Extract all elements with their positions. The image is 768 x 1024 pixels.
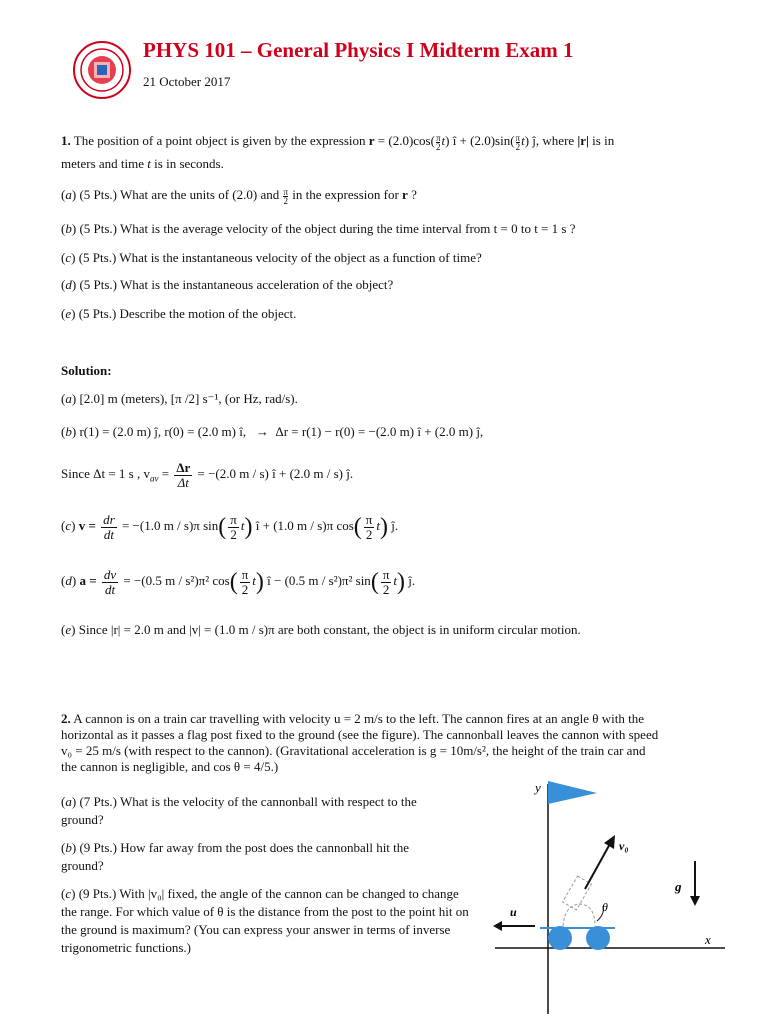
vec-r: r bbox=[368, 133, 375, 148]
q1-stem-line2 bbox=[61, 155, 224, 173]
exam-date: 21 October 2017 bbox=[143, 74, 231, 89]
exam-title: PHYS 101 – General Physics I Midterm Exam 1 bbox=[143, 38, 574, 62]
q2-stem-line2: horizontal as it passes a flag post fixed to the ground (see the figure). The cannonball leaves the cannon with speed bbox=[61, 727, 659, 742]
cannon bbox=[563, 876, 595, 926]
expr-part: is in bbox=[588, 133, 615, 148]
q1-part-e: (e) (5 Pts.) Describe the motion of the object. bbox=[61, 306, 297, 321]
q1-part-a: (a) (5 Pts.) What are the units of (2.0) and $\frac{\pi}{2}$ in the expression for r ? bbox=[61, 186, 417, 206]
q2-stem-line1: 2. A cannon is on a train car travelling with velocity u = 2 m/s to the left. The cannon fires at an angle θ with the bbox=[61, 711, 645, 726]
q1-part-c: (c) (5 Pts.) What is the instantaneous velocity of the object as a function of time? bbox=[61, 250, 482, 265]
v0-arrow bbox=[585, 842, 611, 889]
solution-e: (e) Since |r| = 2.0 m and |v| = (1.0 m / s)π are both constant, the object is in uniform circular motion. bbox=[61, 622, 581, 637]
expr-part: ) î + (2.0)sin( bbox=[445, 133, 515, 148]
pi-over-2: $\frac{\pi}{2}$ bbox=[515, 132, 521, 152]
part-label: a bbox=[65, 187, 72, 202]
q2-stem-line4: the cannon is negligible, and cos θ = 4/5.) bbox=[61, 759, 279, 774]
stem-text: is in seconds. bbox=[150, 156, 224, 171]
part-text: in the expression for bbox=[289, 187, 403, 202]
pi-over-2: $\frac{\pi}{2}$ bbox=[435, 132, 441, 152]
q2-stem-line3: v₀ = 25 m/s (with respect to the cannon). (Gravitational acceleration is g = 10m/s², the height of the train car and bbox=[61, 743, 646, 758]
q2-part-c: (c) (9 Pts.) With |v₀| fixed, the angle of the cannon can be changed to change the range. For which value of θ is the distance from the post to the point hit on the ground is maximum? (You can express your answer in terms of inverse trigonometric functions.) bbox=[61, 886, 469, 955]
solution-since: Since Δt = 1 s , $v_{av}$ = $\frac{\Delta r}{\Delta t}$ = −(2.0 m / s) î + (2.0 m / s) ĵ. bbox=[61, 459, 354, 490]
flag bbox=[548, 781, 597, 804]
y-axis-label: y bbox=[535, 780, 541, 795]
theta-label: θ bbox=[602, 900, 608, 914]
part-text: What are the units of (2.0) and bbox=[120, 187, 283, 202]
pi-over-2: $\frac{\pi}{2}$ bbox=[283, 186, 289, 206]
g-label: g bbox=[675, 879, 682, 894]
solution-c: (c) v = $\frac{dr}{dt}$ = −(1.0 m / s)π sin( $\frac{\pi}{2}$ t) î + (1.0 m / s)π cos( $\frac{\pi}{2}$ t) ĵ. bbox=[61, 511, 399, 542]
expr-part: = (2.0)cos( bbox=[374, 133, 435, 148]
stem-text: meters and time bbox=[61, 156, 148, 171]
q2-part-a: (a) (7 Pts.) What is the velocity of the cannonball with respect to the ground? bbox=[61, 794, 417, 827]
solution-b: (b) r(1) = (2.0 m) ĵ, r(0) = (2.0 m) î, → Δr = r(1) − r(0) = −(2.0 m) î + (2.0 m) ĵ, bbox=[61, 424, 484, 439]
q2-part-b: (b) (9 Pts.) How far away from the post does the cannonball hit the ground? bbox=[61, 840, 410, 873]
q1-number: 1. bbox=[61, 133, 71, 148]
var-t: t bbox=[521, 133, 525, 148]
abs-r: |r| bbox=[577, 133, 589, 148]
var-t: t bbox=[441, 133, 446, 148]
expr-part: ) ĵ, where bbox=[524, 133, 578, 148]
q1-part-b: (b) (5 Pts.) What is the average velocity of the object during the time interval from t = 0 to t = 1 s ? bbox=[61, 221, 576, 236]
solution-heading: Solution: bbox=[61, 363, 112, 378]
x-axis-label: x bbox=[705, 932, 711, 947]
q1-stem-line1 bbox=[61, 132, 614, 151]
q1-part-d: (d) (5 Pts.) What is the instantaneous acceleration of the object? bbox=[61, 277, 394, 292]
var-t: t bbox=[147, 156, 151, 171]
u-label: u bbox=[510, 905, 517, 919]
part-text: ? bbox=[407, 187, 417, 202]
vec-r: r bbox=[402, 187, 408, 202]
solution-d: (d) a = $\frac{dv}{dt}$ = −(0.5 m / s²)π² cos( $\frac{\pi}{2}$ t) î − (0.5 m / s²)π² sin( $\frac{\pi}{2}$ t) ĵ. bbox=[61, 566, 416, 597]
v0-label: v₀ bbox=[619, 839, 629, 853]
solution-a: (a) [2.0] m (meters), [π /2] s⁻¹, (or Hz, rad/s). bbox=[61, 391, 298, 406]
wheel-right bbox=[586, 926, 610, 950]
arrow-icon: → bbox=[255, 424, 269, 439]
university-seal bbox=[72, 40, 132, 100]
cannon-figure bbox=[485, 776, 735, 1016]
wheel-left bbox=[548, 926, 572, 950]
q1-stem-text: The position of a point object is given by the expression bbox=[73, 133, 369, 148]
points: (5 Pts.) bbox=[79, 187, 117, 202]
